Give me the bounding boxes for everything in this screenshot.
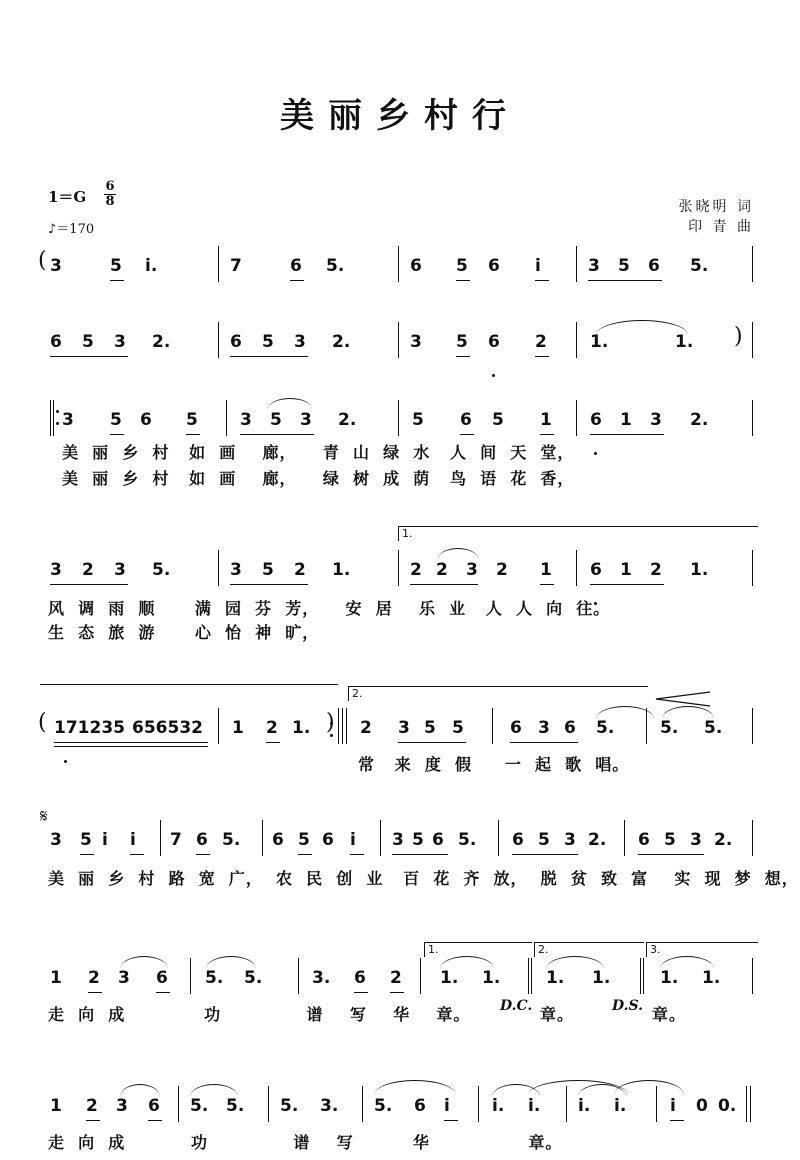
bar-line-26 <box>262 820 263 856</box>
parenthesis-2: ( <box>38 710 47 735</box>
beam-0 <box>110 280 124 281</box>
beam-10 <box>186 434 200 435</box>
note-l1-5: 5 <box>262 332 274 352</box>
note-l5-14: 5. <box>458 830 477 850</box>
beam-39 <box>444 1120 458 1121</box>
note-l2-11: 1 <box>540 410 552 430</box>
note-l4-13: 5. <box>660 718 679 738</box>
bar-line-20 <box>342 708 343 744</box>
note-l4-11: 6 <box>564 718 576 738</box>
note-l0-8: 6 <box>488 256 500 276</box>
note-l4-3: 2 <box>266 718 278 738</box>
note-l3-6: 2 <box>294 560 306 580</box>
beam-20 <box>54 742 208 743</box>
bar-line-39 <box>178 1086 179 1122</box>
note-l6-0: 1 <box>50 968 62 988</box>
note-l4-5: 2 <box>360 718 372 738</box>
beam-8 <box>535 356 549 357</box>
lyric-line-7: 章。 <box>540 1005 575 1024</box>
note-l5-22: 2. <box>714 830 733 850</box>
note-l0-10: 3 <box>588 256 600 276</box>
note-l3-7: 1. <box>332 560 351 580</box>
note-l2-8: 5 <box>412 410 424 430</box>
note-l6-5: 5. <box>244 968 263 988</box>
page-title: 美丽乡村行 <box>280 96 520 136</box>
crescendo-hairpin-icon <box>654 690 714 710</box>
beam-1 <box>290 280 304 281</box>
da-capo-mark: D.C. <box>500 998 533 1014</box>
volta-2-bracket <box>348 686 648 701</box>
note-l5-3: i <box>130 830 136 850</box>
beam-26 <box>130 854 144 855</box>
bar-line-21 <box>346 708 347 744</box>
time-signature-top: 6 <box>105 179 115 194</box>
beam-38 <box>148 1120 162 1121</box>
note-l7-16: 0 <box>696 1096 708 1116</box>
bar-line-31 <box>190 958 191 994</box>
note-l3-5: 5 <box>262 560 274 580</box>
note-l1-1: 5 <box>82 332 94 352</box>
octave-dot-1 <box>594 452 597 455</box>
note-l3-14: 1 <box>620 560 632 580</box>
note-l6-8: 2 <box>390 968 402 988</box>
note-l5-6: 5. <box>222 830 241 850</box>
tie-arc-2 <box>438 548 478 559</box>
note-l0-2: i. <box>145 256 158 276</box>
note-l2-2: 6 <box>140 410 152 430</box>
segno-icon: 𝄋 <box>40 806 48 827</box>
bar-line-28 <box>498 820 499 856</box>
beam-28 <box>298 854 312 855</box>
note-l5-10: i <box>350 830 356 850</box>
beam-12 <box>460 434 474 435</box>
bar-line-38 <box>752 958 753 994</box>
bar-line-7 <box>752 322 753 358</box>
note-l7-12: i. <box>528 1096 541 1116</box>
bar-line-30 <box>752 820 753 856</box>
note-l6-2: 3 <box>118 968 130 988</box>
note-l6-10: 1. <box>482 968 501 988</box>
beam-15 <box>50 584 128 585</box>
note-l6-9: 1. <box>440 968 459 988</box>
note-l0-0: 3 <box>50 256 62 276</box>
parenthesis-3: ) <box>326 710 335 735</box>
lyricist-credit: 张晓明 词 <box>678 199 754 215</box>
note-l2-14: 3 <box>650 410 662 430</box>
beam-14 <box>590 434 664 435</box>
note-l1-8: 3 <box>410 332 422 352</box>
note-l7-10: i <box>444 1096 450 1116</box>
note-l7-7: 3. <box>320 1096 339 1116</box>
lyric-line-0: 美 丽 乡 村 如 画 廊， 青 山 绿 水 人 间 天 堂， <box>62 443 575 462</box>
note-l4-14: 5. <box>704 718 723 738</box>
repeat-dot-1 <box>56 422 59 425</box>
note-l7-13: i. <box>578 1096 591 1116</box>
note-l5-8: 5 <box>298 830 310 850</box>
note-l5-19: 6 <box>638 830 650 850</box>
note-l1-3: 2. <box>152 332 171 352</box>
bar-line-42 <box>478 1086 479 1122</box>
note-l2-3: 5 <box>186 410 198 430</box>
beam-37 <box>86 1120 100 1121</box>
bar-line-12 <box>576 400 577 436</box>
note-l0-7: 5 <box>456 256 468 276</box>
bar-line-14 <box>218 550 219 586</box>
tie-arc-16 <box>614 1080 684 1095</box>
note-l2-15: 2. <box>690 410 709 430</box>
bar-line-13 <box>752 400 753 436</box>
beam-18 <box>540 584 554 585</box>
beam-34 <box>156 992 170 993</box>
note-l7-9: 6 <box>414 1096 426 1116</box>
note-l7-14: i. <box>614 1096 627 1116</box>
note-l4-10: 3 <box>538 718 550 738</box>
note-l5-0: 3 <box>50 830 62 850</box>
bar-line-35 <box>531 958 532 994</box>
note-l7-6: 5. <box>280 1096 299 1116</box>
bar-line-33 <box>420 958 421 994</box>
composer-credit: 印 青 曲 <box>688 219 754 235</box>
key-signature: 1＝G <box>48 188 87 206</box>
note-l4-7: 5 <box>424 718 436 738</box>
beam-2 <box>456 280 470 281</box>
note-l5-4: 7 <box>170 830 182 850</box>
note-l3-8: 2 <box>410 560 422 580</box>
bar-line-11 <box>398 400 399 436</box>
note-l0-3: 7 <box>230 256 242 276</box>
bar-line-46 <box>750 1086 751 1122</box>
note-l7-5: 5. <box>226 1096 245 1116</box>
beam-17 <box>410 584 478 585</box>
tempo-marking: ♪＝170 <box>48 222 95 237</box>
lyric-line-1: 美 丽 乡 村 如 画 廊， 绿 树 成 荫 鸟 语 花 香， <box>62 469 575 488</box>
bar-line-22 <box>492 708 493 744</box>
note-l2-6: 3 <box>300 410 312 430</box>
note-l0-5: 5. <box>326 256 345 276</box>
bar-line-8 <box>50 400 51 436</box>
tie-arc-12 <box>374 1080 456 1095</box>
bar-line-32 <box>298 958 299 994</box>
note-l6-12: 1. <box>592 968 611 988</box>
bar-line-29 <box>624 820 625 856</box>
note-l7-0: 1 <box>50 1096 62 1116</box>
note-l6-14: 1. <box>702 968 721 988</box>
note-l1-7: 2. <box>332 332 351 352</box>
octave-dot-0 <box>492 374 495 377</box>
tie-arc-1 <box>268 398 312 409</box>
beam-31 <box>512 854 578 855</box>
bar-line-25 <box>160 820 161 856</box>
note-l5-9: 6 <box>322 830 334 850</box>
note-l1-6: 3 <box>294 332 306 352</box>
note-l5-20: 5 <box>664 830 676 850</box>
note-l6-4: 5. <box>205 968 224 988</box>
bar-line-40 <box>268 1086 269 1122</box>
note-l4-12: 5. <box>596 718 615 738</box>
note-l4-2: 1 <box>232 718 244 738</box>
note-l4-1: 656532 <box>132 718 203 738</box>
note-l2-4: 3 <box>240 410 252 430</box>
bar-line-0 <box>218 246 219 282</box>
note-l5-11: 3 <box>392 830 404 850</box>
bar-line-1 <box>398 246 399 282</box>
bar-line-36 <box>640 958 641 994</box>
note-l6-7: 6 <box>354 968 366 988</box>
note-l3-13: 6 <box>590 560 602 580</box>
note-l1-12: 1. <box>590 332 609 352</box>
note-l0-1: 5 <box>110 256 122 276</box>
beam-29 <box>350 854 364 855</box>
beam-16 <box>230 584 308 585</box>
beam-36 <box>390 992 404 993</box>
note-l0-6: 6 <box>410 256 422 276</box>
note-l7-11: i. <box>492 1096 505 1116</box>
beam-30 <box>392 854 448 855</box>
parenthesis-1: ) <box>734 324 743 349</box>
beam-9 <box>110 434 124 435</box>
volta-1-bracket <box>398 526 758 541</box>
bar-line-5 <box>398 322 399 358</box>
note-l0-4: 6 <box>290 256 302 276</box>
note-l1-0: 6 <box>50 332 62 352</box>
note-l1-11: 2 <box>535 332 547 352</box>
beam-19 <box>590 584 664 585</box>
note-l7-8: 5. <box>374 1096 393 1116</box>
time-signature <box>104 180 116 209</box>
lyric-line-2: 风 调 雨 顺 满 园 芬 芳， 安 居 乐 业 人 人 向 往。 <box>48 599 611 618</box>
note-l3-2: 3 <box>114 560 126 580</box>
note-l3-15: 2 <box>650 560 662 580</box>
tie-arc-0 <box>596 320 688 335</box>
note-l5-21: 3 <box>690 830 702 850</box>
note-l2-9: 6 <box>460 410 472 430</box>
note-l4-0: 171235 <box>54 718 125 738</box>
lyric-line-9: 走 向 成 功 谱 写 华 章。 <box>48 1133 563 1152</box>
ending-rule <box>40 684 338 685</box>
note-l7-15: i <box>670 1096 676 1116</box>
time-signature-bottom: 8 <box>105 194 115 209</box>
note-l1-13: 1. <box>675 332 694 352</box>
bar-line-27 <box>380 820 381 856</box>
note-l6-13: 1. <box>660 968 679 988</box>
note-l2-13: 1 <box>620 410 632 430</box>
repeat-dot-0 <box>56 410 59 413</box>
beam-40 <box>670 1120 684 1121</box>
volta-1-ending-bracket <box>424 942 532 957</box>
dal-segno-mark: D.S. <box>612 998 644 1014</box>
volta-3-ending-label: 3. <box>650 943 661 956</box>
bar-line-34 <box>528 958 529 994</box>
octave-dot-3 <box>64 760 67 763</box>
bar-line-4 <box>218 322 219 358</box>
note-l7-2: 3 <box>116 1096 128 1116</box>
note-l5-16: 5 <box>538 830 550 850</box>
note-l5-12: 5 <box>412 830 424 850</box>
note-l4-4: 1. <box>292 718 311 738</box>
tie-arc-9 <box>660 956 714 969</box>
note-l0-9: i <box>535 256 541 276</box>
note-l3-9: 2 <box>436 560 448 580</box>
beam-4 <box>588 280 662 281</box>
beam-23 <box>398 742 466 743</box>
beam-7 <box>456 356 470 357</box>
volta-2-ending-bracket <box>534 942 644 957</box>
bar-line-18 <box>218 708 219 744</box>
volta-2-ending-label: 2. <box>538 943 549 956</box>
bar-line-19 <box>338 708 339 744</box>
parenthesis-0: ( <box>38 248 47 273</box>
note-l2-7: 2. <box>338 410 357 430</box>
tie-arc-5 <box>120 956 168 969</box>
note-l5-15: 6 <box>512 830 524 850</box>
beam-25 <box>80 854 94 855</box>
bar-line-15 <box>398 550 399 586</box>
bar-line-45 <box>746 1086 747 1122</box>
note-l7-4: 5. <box>190 1096 209 1116</box>
tie-arc-7 <box>440 956 494 969</box>
volta-1-label: 1. <box>402 527 413 540</box>
beam-6 <box>230 356 308 357</box>
lyric-line-3: 生 态 旅 游 心 怡 神 旷， <box>48 623 320 642</box>
beam-35 <box>354 992 368 993</box>
note-l1-9: 5 <box>456 332 468 352</box>
bar-line-3 <box>752 246 753 282</box>
beam-13 <box>540 434 554 435</box>
note-l2-0: 3 <box>62 410 74 430</box>
note-l5-2: i <box>102 830 108 850</box>
bar-line-6 <box>576 322 577 358</box>
beam-27 <box>196 854 210 855</box>
lyric-line-6: 走 向 成 功 谱 写 华 章。 <box>48 1005 471 1024</box>
bar-line-16 <box>576 550 577 586</box>
note-l3-10: 3 <box>466 560 478 580</box>
volta-3-ending-bracket <box>646 942 758 957</box>
note-l5-7: 6 <box>272 830 284 850</box>
note-l4-9: 6 <box>510 718 522 738</box>
note-l5-1: 5 <box>80 830 92 850</box>
note-l6-3: 6 <box>156 968 168 988</box>
note-l1-2: 3 <box>114 332 126 352</box>
lyric-line-8: 章。 <box>652 1005 687 1024</box>
note-l3-16: 1. <box>690 560 709 580</box>
beam-3 <box>535 280 549 281</box>
note-l2-12: 6 <box>590 410 602 430</box>
bar-line-9 <box>53 400 54 436</box>
note-l1-10: 6 <box>488 332 500 352</box>
bar-line-17 <box>752 550 753 586</box>
note-l5-5: 6 <box>196 830 208 850</box>
beam-22 <box>266 742 280 743</box>
note-l4-8: 5 <box>452 718 464 738</box>
note-l1-4: 6 <box>230 332 242 352</box>
beam-5 <box>50 356 128 357</box>
note-l7-3: 6 <box>148 1096 160 1116</box>
note-l3-0: 3 <box>50 560 62 580</box>
note-l0-13: 5. <box>690 256 709 276</box>
bar-line-37 <box>643 958 644 994</box>
tie-arc-8 <box>546 956 604 969</box>
note-l2-1: 5 <box>110 410 122 430</box>
note-l6-11: 1. <box>546 968 565 988</box>
bar-line-10 <box>226 400 227 436</box>
beam-24 <box>510 742 578 743</box>
beam-32 <box>638 854 704 855</box>
note-l2-5: 5 <box>270 410 282 430</box>
beam-11 <box>240 434 314 435</box>
note-l3-11: 2 <box>496 560 508 580</box>
note-l3-12: 1 <box>540 560 552 580</box>
note-l7-17: 0. <box>718 1096 737 1116</box>
bar-line-2 <box>576 246 577 282</box>
note-l6-6: 3. <box>312 968 331 988</box>
volta-1-ending-label: 1. <box>428 943 439 956</box>
note-l5-18: 2. <box>588 830 607 850</box>
note-l2-10: 5 <box>492 410 504 430</box>
note-l0-12: 6 <box>648 256 660 276</box>
bar-line-24 <box>752 708 753 744</box>
note-l5-17: 3 <box>564 830 576 850</box>
note-l3-4: 3 <box>230 560 242 580</box>
note-l5-13: 6 <box>432 830 444 850</box>
volta-2-label: 2. <box>352 687 363 700</box>
note-l7-1: 2 <box>86 1096 98 1116</box>
bar-line-41 <box>362 1086 363 1122</box>
beam-33 <box>88 992 102 993</box>
tie-arc-10 <box>120 1084 160 1097</box>
tie-arc-11 <box>190 1084 238 1097</box>
tie-arc-6 <box>206 956 256 969</box>
note-l6-1: 2 <box>88 968 100 988</box>
note-l0-11: 5 <box>618 256 630 276</box>
beam-21 <box>54 746 208 747</box>
lyric-line-5: 美 丽 乡 村 路 宽 广， 农 民 创 业 百 花 齐 放， 脱 贫 致 富 实 现 梦 想， <box>48 869 799 888</box>
lyric-line-4: 常 来 度 假 一 起 歌 唱。 <box>358 755 630 774</box>
note-l4-6: 3 <box>398 718 410 738</box>
note-l3-3: 5. <box>152 560 171 580</box>
note-l3-1: 2 <box>82 560 94 580</box>
